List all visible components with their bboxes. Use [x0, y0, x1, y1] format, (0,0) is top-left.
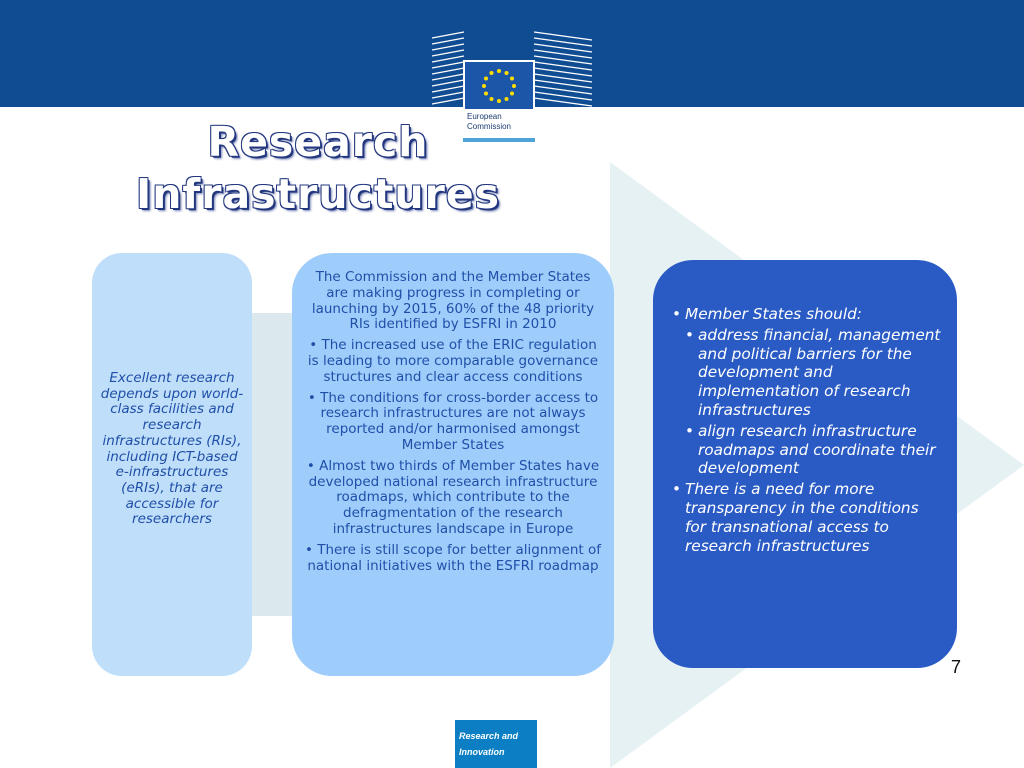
recommendation-closing-item — [672, 480, 944, 555]
progress-point: • The conditions for cross-border access to research infrastructures are not always reported and/or harmonised amongst Member States — [307, 389, 599, 453]
recommendation-sub-text: align research infrastructure roadmaps and coordinate their development — [698, 421, 936, 478]
bullet-icon: • — [672, 480, 682, 499]
title-line-2: Infrastructures — [135, 170, 501, 218]
progress-content — [305, 270, 601, 579]
logo-stripes-left — [430, 30, 466, 112]
research-innovation-badge — [455, 720, 537, 768]
slide-title — [118, 116, 518, 220]
bullet-icon: • — [685, 325, 695, 344]
bullet-icon: • — [685, 421, 695, 440]
recommendation-heading: Member States should: — [685, 305, 862, 323]
badge-text — [459, 728, 535, 760]
progress-point: • Almost two thirds of Member States have developed national research infrastructure roadmaps, which contribute to the defragmentation of the research infrastructures landscape in Europe — [306, 457, 600, 537]
recommendation-sub-item — [672, 422, 944, 478]
progress-intro: The Commission and the Member States are making progress in completing or launching by 2015, 60% of the 48 priority RIs identified by ESFRI in 2010 — [311, 269, 595, 333]
progress-point: • The increased use of the ERIC regulation is leading to more comparable governance structures and clear access conditions — [307, 337, 599, 385]
logo-stripes-right — [532, 30, 594, 112]
recommendation-sub-item — [672, 326, 944, 420]
badge-line-1: Research and — [459, 731, 519, 741]
logo-line-2: Commission — [467, 122, 512, 131]
bullet-icon: • — [672, 305, 682, 323]
context-text: Excellent research depends upon world-class facilities and research infrastructures (RIs), including ICT-based e-infrastructures (eRIs), that are accessible for researchers — [100, 370, 244, 528]
recommendation-heading-item — [672, 305, 944, 324]
page-number: 7 — [951, 657, 962, 677]
recommendation-closing: There is a need for more transparency in the conditions for transnational access to research infrastructures — [685, 480, 919, 555]
box-connector — [252, 313, 294, 616]
recommendations-content — [672, 305, 944, 555]
logo-line-1: European — [467, 112, 502, 121]
progress-point: • There is still scope for better alignment of national initiatives with the ESFRI roadmap — [305, 541, 602, 574]
badge-line-2: Innovation — [459, 747, 505, 757]
eu-flag-icon — [465, 62, 533, 109]
recommendation-sub-text: address financial, management and political barriers for the development and implementation of research infrastructures — [698, 325, 941, 419]
title-line-1: Research — [207, 118, 429, 166]
